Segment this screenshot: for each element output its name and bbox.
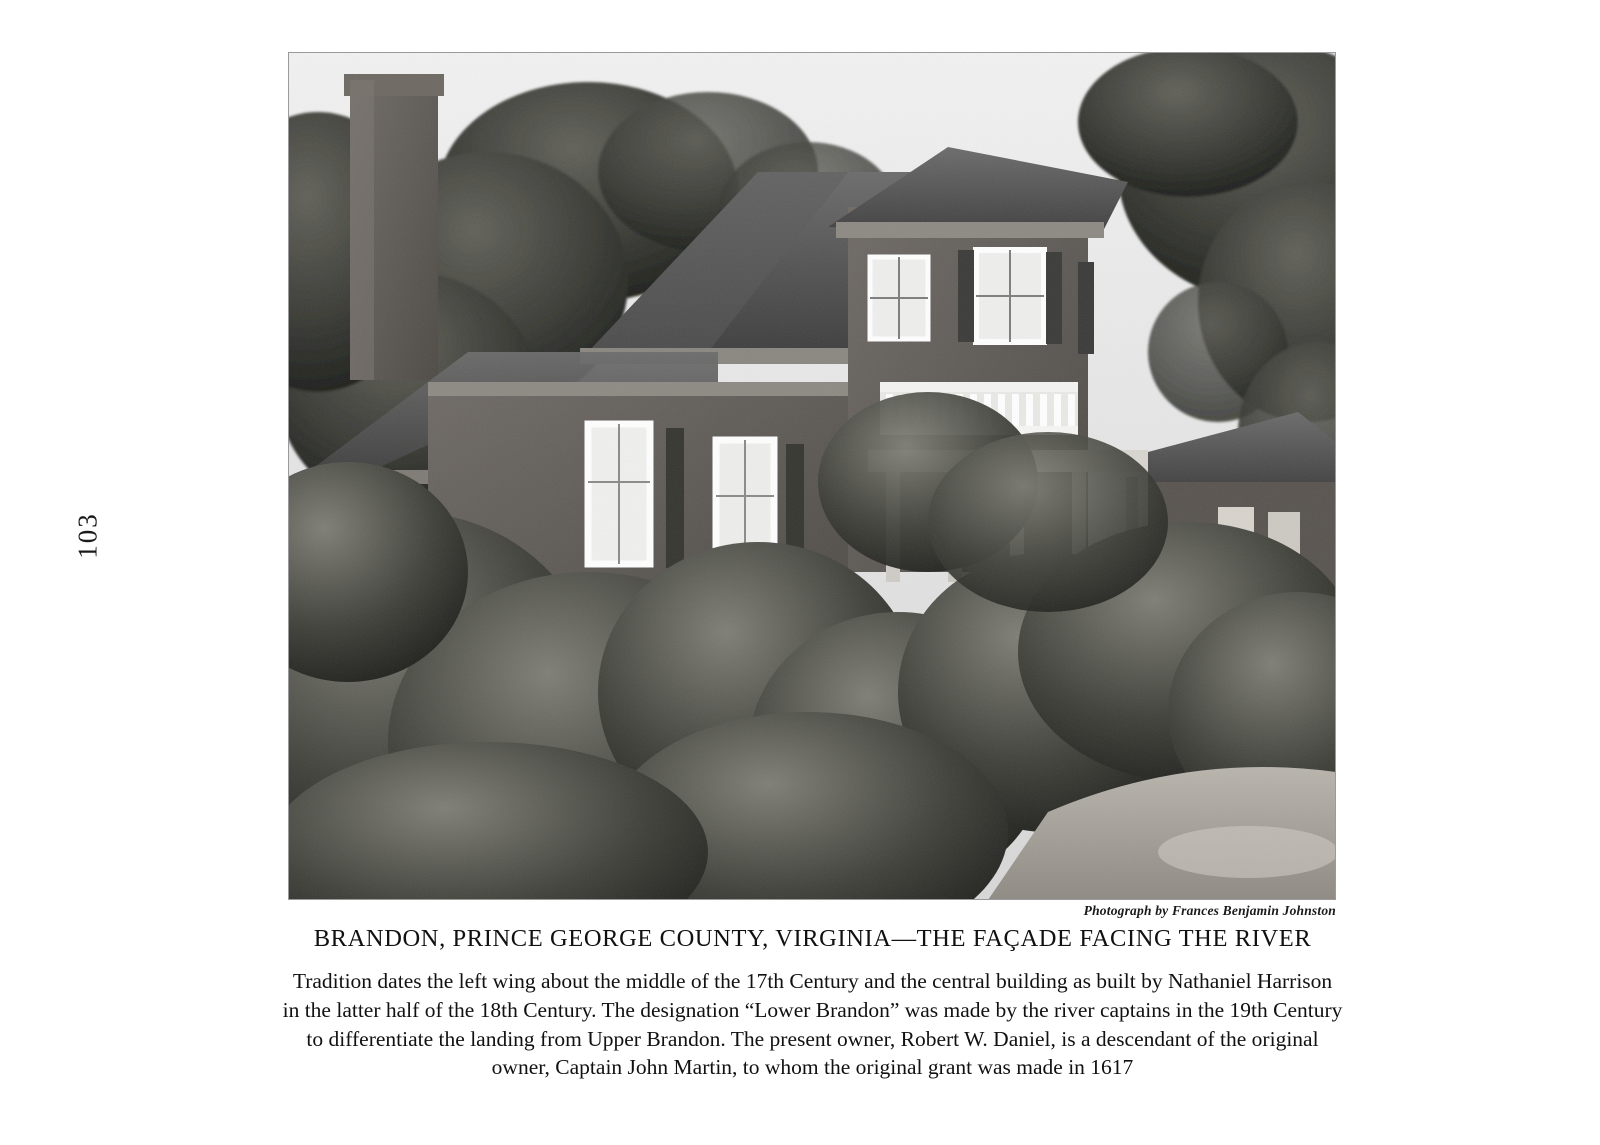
caption-block <box>240 925 1385 1082</box>
caption-line: to differentiate the landing from Upper Brandon. The present owner, Robert W. Daniel, is a descendant of the original <box>306 1026 1319 1051</box>
page-number: 103 <box>72 512 103 559</box>
caption-line: owner, Captain John Martin, to whom the original grant was made in 1617 <box>491 1055 1134 1080</box>
caption-body <box>240 967 1385 1082</box>
caption-line: in the latter half of the 18th Century. The designation “Lower Brandon” was made by the river captains in the 19th Century <box>282 997 1343 1022</box>
caption-line: Tradition dates the left wing about the middle of the 17th Century and the central building as built by Nathaniel Harrison <box>292 969 1333 993</box>
photo-credit: Photograph by Frances Benjamin Johnston <box>1083 903 1336 918</box>
caption-title: BRANDON, PRINCE GEORGE COUNTY, VIRGINIA—THE FAÇADE FACING THE RIVER <box>313 925 1312 952</box>
figure-photograph <box>288 52 1336 900</box>
photograph-image <box>288 52 1336 900</box>
